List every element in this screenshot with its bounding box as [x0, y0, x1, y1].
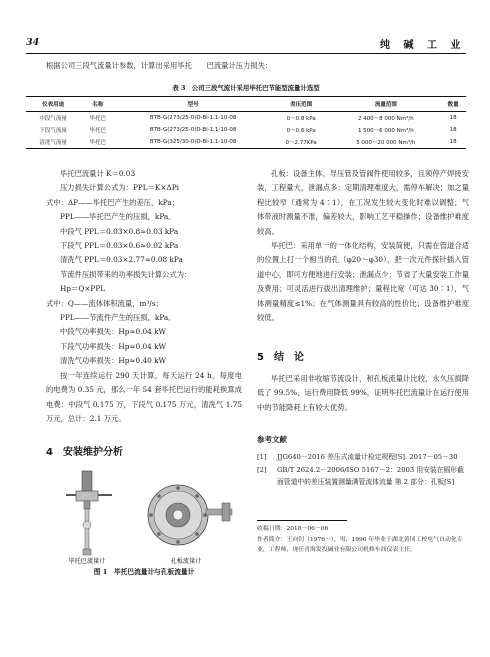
reference-text: JJG640－2016 差压式流量计检定规程[S]. 2017－05－30 — [277, 453, 458, 461]
author-bio: 作者简介：王向钊（1976－），男，1996 年毕业于湖北黄冈工校电气自动化专业，工程师，现任青海发投碱业有限公司机修车间仪表主任。 — [257, 536, 463, 553]
col-header: 流量范围 — [374, 102, 397, 108]
formula-line: 式中：Q——流体体积流量，m³/s； — [46, 298, 163, 308]
reference-text: GB/T 2624.2－2006/ISO 5167－2：2003 用安装在圆形截面管道中的差压装置测量满管流体流量 第 2 部分：孔板[S] — [277, 465, 464, 486]
reference-number: [1] — [257, 453, 267, 461]
formula-line: 清洗气 PPL＝0.03×2.77≈0.08 kPa — [60, 255, 183, 265]
formula-line: PPL——节流件产生的压损，kPa。 — [60, 313, 176, 323]
flowmeter-illustration — [46, 465, 242, 565]
table-cell: 下段气流量 — [39, 128, 67, 134]
table-cell: 18 — [449, 139, 457, 145]
orifice-plate-flowmeter-icon — [148, 485, 232, 545]
table-cell: 2 400～8 000 Nm³/h — [357, 116, 414, 122]
table-cell: 中段气流量 — [39, 116, 67, 122]
received-date: 收稿日期：2018－06－06 — [257, 526, 329, 532]
formula-line: 中段气 PPL＝0.03×0.8≈0.03 kPa — [60, 226, 179, 236]
figure-caption: 图 1 毕托巴流量计与孔板流量计 — [93, 568, 195, 576]
table-cell: 清洗气流量 — [39, 140, 67, 146]
selection-table — [26, 96, 466, 149]
footnote-rule — [257, 520, 347, 521]
references — [257, 434, 469, 489]
cost-paragraph: 按一年连续运行 290 天计算，每天运行 24 h，每度电的电费为 0.35 元，那么一年 54 套毕托巴运行的能耗换算成电费：中段气 0.175 万，下段气 0.175 万元，清洗气 1.75 万元，总计：2.1 万元。 — [46, 370, 242, 423]
formula-line: Hp＝Q×PPL — [60, 284, 106, 294]
orifice-paragraph: 孔板：设备主体、导压管及管阀件使用较多，且须停产焊接安装，工程量大，泄漏点多；定期清理难度大，需停车解决；加之量程比较窄（通常为 4∶1），在工况发生较大变化时难以调整；气体带液时测量不准，偏差较大，影响工艺平稳操作；设备维护难度较高。 — [257, 169, 469, 236]
page-number: 34 — [26, 37, 40, 48]
col-header: 名称 — [92, 102, 104, 108]
table-header-row — [26, 97, 466, 112]
journal-title: 纯 碱 工 业 — [380, 40, 466, 51]
left-column — [46, 167, 242, 426]
table-row — [26, 124, 466, 136]
table-row — [26, 136, 466, 149]
table-cell: 18 — [449, 127, 457, 133]
table-cell: 毕托巴 — [89, 140, 107, 146]
table-cell: 毕托巴 — [89, 128, 107, 134]
table-caption: 表 3 公司三段气流计采用毕托巴节能型流量计选型 — [172, 84, 320, 92]
formula-line: 节流件压损带来的功率损失计算公式为： — [60, 269, 192, 279]
table-row — [26, 112, 466, 125]
formula-line: 式中：ΔP——毕托巴产生的差压，kPa； — [46, 197, 179, 207]
formula-line: 下段气 PPL＝0.03×0.6≈0.02 kPa — [60, 241, 179, 251]
col-header: 数量 — [447, 102, 459, 108]
pitot-bar-flowmeter-icon — [66, 471, 112, 555]
references-title: 参考文献 — [257, 435, 287, 444]
table-cell: 毕托巴 — [89, 116, 107, 122]
section-5-heading: 5 结 论 — [257, 352, 304, 363]
formula-line: 中段气功率损失：Hp≈0.04 kW — [60, 327, 167, 337]
table-cell: BTB-G(273/25-0)D-Bi-1.1-10-08 — [149, 115, 237, 121]
table-cell: 0～0.8 kPa — [286, 116, 316, 122]
right-column — [257, 167, 469, 325]
formula-line: 下段气功率损失：Hp≈0.04 kW — [60, 341, 167, 351]
col-header: 差压范围 — [290, 102, 313, 108]
footnote — [257, 524, 469, 556]
table-cell: 5 000～20 000 Nm³/h — [356, 140, 416, 146]
section-4-heading: 4 安装维护分析 — [46, 447, 123, 458]
table-cell: BTB-G(273/25-0)D-Bi-1.1-10-08 — [149, 127, 237, 133]
table-cell: 18 — [449, 115, 457, 121]
figure-label-left: 毕托巴流量计 — [68, 558, 106, 565]
formula-line: 压力损失计算公式为：PPL＝K×ΔPi — [60, 183, 180, 193]
table-cell: BTB-G(325/30-0)D-Bi-1.1-10-08 — [149, 139, 237, 145]
conclusion-paragraph: 毕托巴采用非收缩节流设计，和孔板流量计比较，永久压损降低了 99.5%，运行费用降低 99%，证明毕托巴流量计在运行使用中的节能降耗上有较大优势。 — [257, 374, 469, 412]
figure-label-right: 孔板流量计 — [170, 558, 202, 565]
col-header: 型号 — [187, 102, 199, 108]
formula-line: PPL——毕托巴产生的压损，kPa。 — [60, 212, 176, 222]
table-cell: 1 500～6 000 Nm³/h — [357, 128, 414, 134]
figure-1 — [46, 465, 242, 575]
pitot-paragraph: 毕托巴：采用单一的一体化结构，安装简便，只需在管道合适的位置上打一个相当的孔（φ20～φ30），把一次元件探针插入管道中心，即可方便地进行安装；泄漏点少；节省了大量安装工作量及费用；可灵活进行拔出清理维护；量程比宽（可达 30∶1），气体测量精度≤1%；在气体测量具有较高的性价比；设备维护难度较低。 — [257, 241, 469, 323]
formula-line: 清洗气功率损失：Hp≈0.40 kW — [60, 356, 167, 366]
intro-paragraph: 根据公司三段气流量计参数，计算出采用毕托 巴流量计压力损失： — [46, 61, 273, 70]
formula-line: 毕托巴流量计 K＝0.03 — [60, 169, 136, 178]
header-rule — [26, 53, 466, 54]
reference-item — [257, 451, 469, 464]
reference-number: [2] — [257, 465, 267, 474]
table-cell: 0～0.6 kPa — [286, 128, 316, 134]
table-cell: 0～2.77KPa — [285, 140, 317, 146]
col-header: 仪表用途 — [42, 102, 65, 108]
reference-item — [257, 464, 469, 489]
